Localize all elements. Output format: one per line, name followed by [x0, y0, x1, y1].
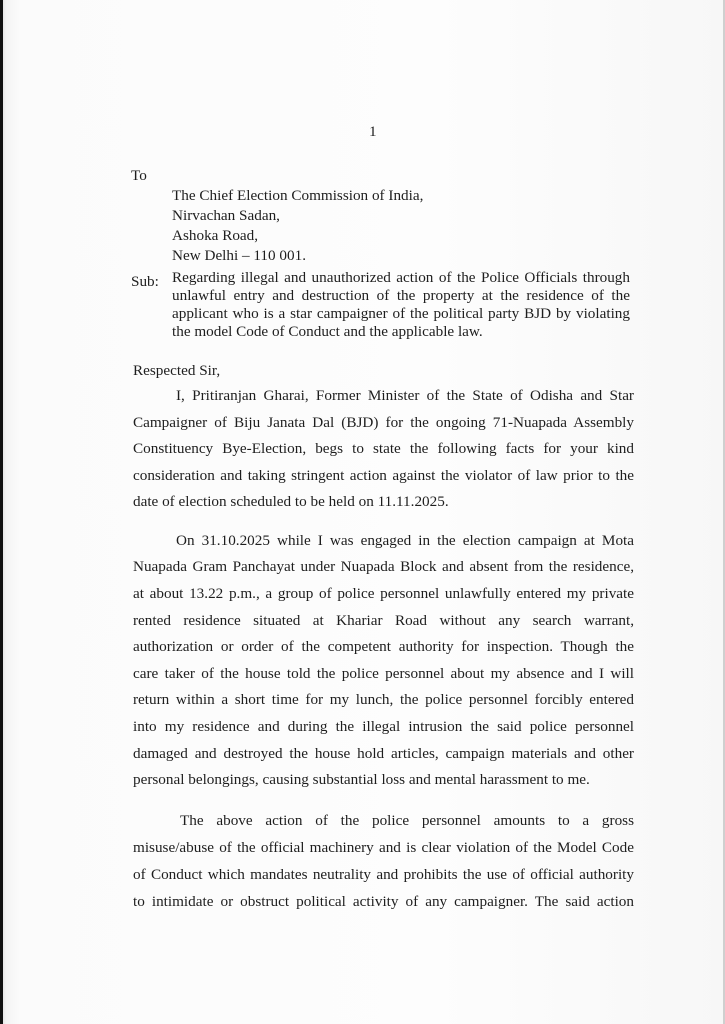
- subject-label: Sub:: [131, 273, 159, 290]
- paragraph-line: I, Pritiranjan Gharai, Former Minister of the State of Odisha and Star: [176, 387, 634, 404]
- paragraph-line: consideration and taking stringent action against the violator of law prior to the: [133, 467, 634, 484]
- paragraph-line: to intimidate or obstruct political activity of any campaigner. The said action: [133, 893, 634, 910]
- address-line: Ashoka Road,: [172, 227, 259, 244]
- paragraph-line: into my residence and during the illegal intrusion the said police personnel: [133, 718, 634, 735]
- salutation-to: To: [131, 167, 147, 184]
- subject-line: the model Code of Conduct and the applicable law.: [172, 323, 483, 340]
- paragraph-line: misuse/abuse of the official machinery and is clear violation of the Model Code: [133, 839, 634, 856]
- address-line: Nirvachan Sadan,: [172, 207, 280, 224]
- paragraph-line: at about 13.22 p.m., a group of police personnel unlawfully entered my private: [133, 585, 634, 602]
- subject-line: applicant who is a star campaigner of the political party BJD by violating: [172, 305, 630, 322]
- scan-left-edge: [0, 0, 3, 1024]
- paragraph-line: of Conduct which mandates neutrality and prohibits the use of official authority: [133, 866, 634, 883]
- paragraph-line: damaged and destroyed the house hold articles, campaign materials and other: [133, 745, 634, 762]
- paragraph-line: date of election scheduled to be held on 11.11.2025.: [133, 493, 449, 510]
- paragraph-line: rented residence situated at Khariar Road without any search warrant,: [133, 612, 634, 629]
- address-line: New Delhi – 110 001.: [172, 247, 306, 264]
- paragraph-line: The above action of the police personnel amounts to a gross: [180, 812, 634, 829]
- subject-line: Regarding illegal and unauthorized action of the Police Officials through: [172, 269, 630, 286]
- paragraph-line: care taker of the house told the police personnel about my absence and I will: [133, 665, 634, 682]
- paragraph-line: Constituency Bye-Election, begs to state the following facts for your kind: [133, 440, 634, 457]
- paragraph-line: return within a short time for my lunch, the police personnel forcibly entered: [133, 691, 634, 708]
- paragraph-line: personal belongings, causing substantial loss and mental harassment to me.: [133, 771, 590, 788]
- paragraph-line: On 31.10.2025 while I was engaged in the election campaign at Mota: [176, 532, 634, 549]
- paragraph-line: Nuapada Gram Panchayat under Nuapada Block and absent from the residence,: [133, 558, 634, 575]
- paragraph-line: authorization or order of the competent authority for inspection. Though the: [133, 638, 634, 655]
- greeting: Respected Sir,: [133, 362, 221, 379]
- subject-line: unlawful entry and destruction of the property at the residence of the: [172, 287, 630, 304]
- paragraph-line: Campaigner of Biju Janata Dal (BJD) for the ongoing 71-Nuapada Assembly: [133, 414, 634, 431]
- page-number: 1: [369, 123, 377, 140]
- address-line: The Chief Election Commission of India,: [172, 187, 424, 204]
